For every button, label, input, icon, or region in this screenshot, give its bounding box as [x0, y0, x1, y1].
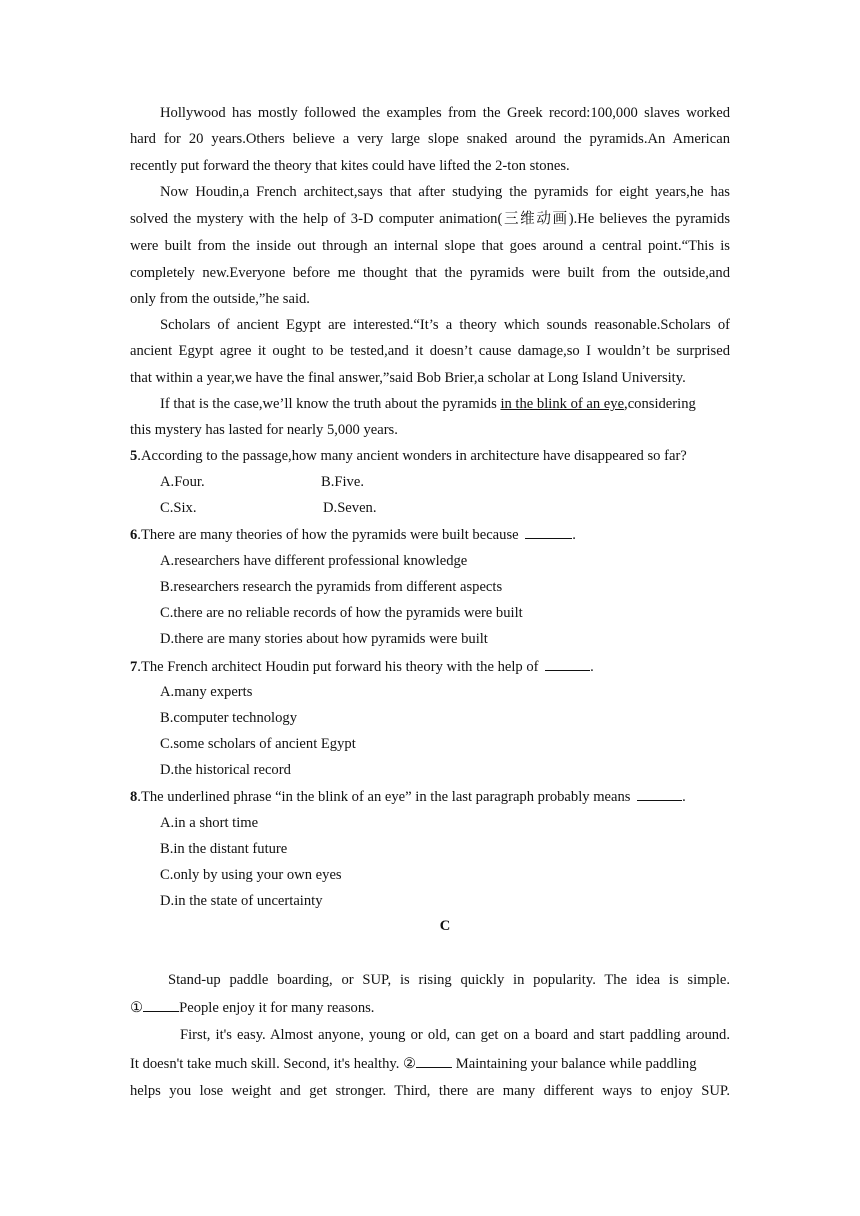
option: D.in the state of uncertainty [160, 893, 323, 909]
answer-blank [416, 1053, 452, 1068]
answer-blank [545, 656, 590, 671]
paragraph-line: Scholars of ancient Egypt are interested.“It’s a theory which sounds reasonable.Scholars of [160, 317, 730, 333]
question-5 [130, 446, 730, 466]
option: A.many experts [160, 684, 253, 700]
paragraph-line: Stand-up paddle boarding, or SUP, is rising quickly in popularity. The idea is simple. [168, 972, 730, 988]
paragraph-line: recently put forward the theory that kites could have lifted the 2-ton stones. [130, 158, 570, 174]
question-number: 8 [130, 789, 138, 805]
blank-marker: ① [130, 1000, 144, 1016]
paragraph-line [130, 997, 730, 1018]
paragraph-line: completely new.Everyone before me thought that the pyramids were built from the outside,and [130, 265, 730, 281]
text-span: ,considering [624, 396, 696, 412]
option: D.Seven. [323, 500, 377, 516]
question-number: 6 [130, 527, 138, 543]
paragraph-line: Hollywood has mostly followed the examples from the Greek record:100,000 slaves worked [160, 105, 730, 121]
answer-blank [525, 524, 572, 539]
question-text: .The underlined phrase “in the blink of an eye” in the last paragraph probably means [137, 789, 635, 805]
option: B.computer technology [160, 710, 297, 726]
question-number: 5 [130, 448, 138, 464]
paragraph-line: solved the mystery with the help of 3-D computer animation(三维动画).He believes the pyramids [130, 211, 730, 227]
text-span: Maintaining your balance while paddling [452, 1056, 697, 1072]
option: B.researchers research the pyramids from different aspects [160, 579, 503, 595]
text-span: People enjoy it for many reasons. [179, 1000, 375, 1016]
paragraph-line: this mystery has lasted for nearly 5,000 years. [130, 422, 398, 438]
paragraph-line: only from the outside,”he said. [130, 291, 310, 307]
paragraph-line: Now Houdin,a French architect,says that after studying the pyramids for eight years,he has [160, 184, 730, 200]
section-heading: C [439, 918, 451, 934]
option: D.the historical record [160, 762, 291, 778]
paragraph-line [160, 394, 730, 414]
paragraph-line: hard for 20 years.Others believe a very large slope snaked around the pyramids.An American [130, 131, 730, 147]
option: C.there are no reliable records of how the pyramids were built [160, 605, 523, 621]
question-8 [130, 786, 730, 807]
punctuation: . [590, 659, 594, 675]
option: A.researchers have different professional knowledge [160, 553, 468, 569]
question-number: 7 [130, 659, 138, 675]
option: B.Five. [321, 474, 364, 490]
option: A.in a short time [160, 815, 259, 831]
paragraph-line: were built from the inside out through an internal slope that goes around a central point.“This is [130, 238, 730, 254]
text-span: If that is the case,we’ll know the truth about the pyramids [160, 396, 501, 412]
option: A.Four. [160, 474, 205, 490]
question-7 [130, 656, 730, 677]
paragraph-line [130, 1053, 730, 1074]
option: D.there are many stories about how pyramids were built [160, 631, 488, 647]
question-text: .According to the passage,how many ancient wonders in architecture have disappeared so far? [137, 448, 687, 464]
answer-blank [637, 786, 682, 801]
underlined-phrase: in the blink of an eye [500, 396, 625, 412]
question-text: .There are many theories of how the pyramids were built because [137, 527, 523, 543]
option: C.only by using your own eyes [160, 867, 342, 883]
option: C.Six. [160, 500, 197, 516]
question-text: .The French architect Houdin put forward his theory with the help of [137, 659, 543, 675]
answer-blank [143, 997, 179, 1012]
option: C.some scholars of ancient Egypt [160, 736, 356, 752]
punctuation: . [572, 527, 576, 543]
question-6 [130, 524, 730, 545]
punctuation: . [682, 789, 686, 805]
text-span: It doesn't take much skill. Second, it's healthy. ② [130, 1056, 417, 1072]
paragraph-line: First, it's easy. Almost anyone, young or old, can get on a board and start paddling around. [180, 1027, 730, 1043]
paragraph-line: helps you lose weight and get stronger. Third, there are many different ways to enjoy SUP. [130, 1083, 730, 1099]
paragraph-line: that within a year,we have the final answer,”said Bob Brier,a scholar at Long Island University. [130, 370, 686, 386]
option: B.in the distant future [160, 841, 288, 857]
paragraph-line: ancient Egypt agree it ought to be tested,and it doesn’t cause damage,so I wouldn’t be surprised [130, 343, 730, 359]
